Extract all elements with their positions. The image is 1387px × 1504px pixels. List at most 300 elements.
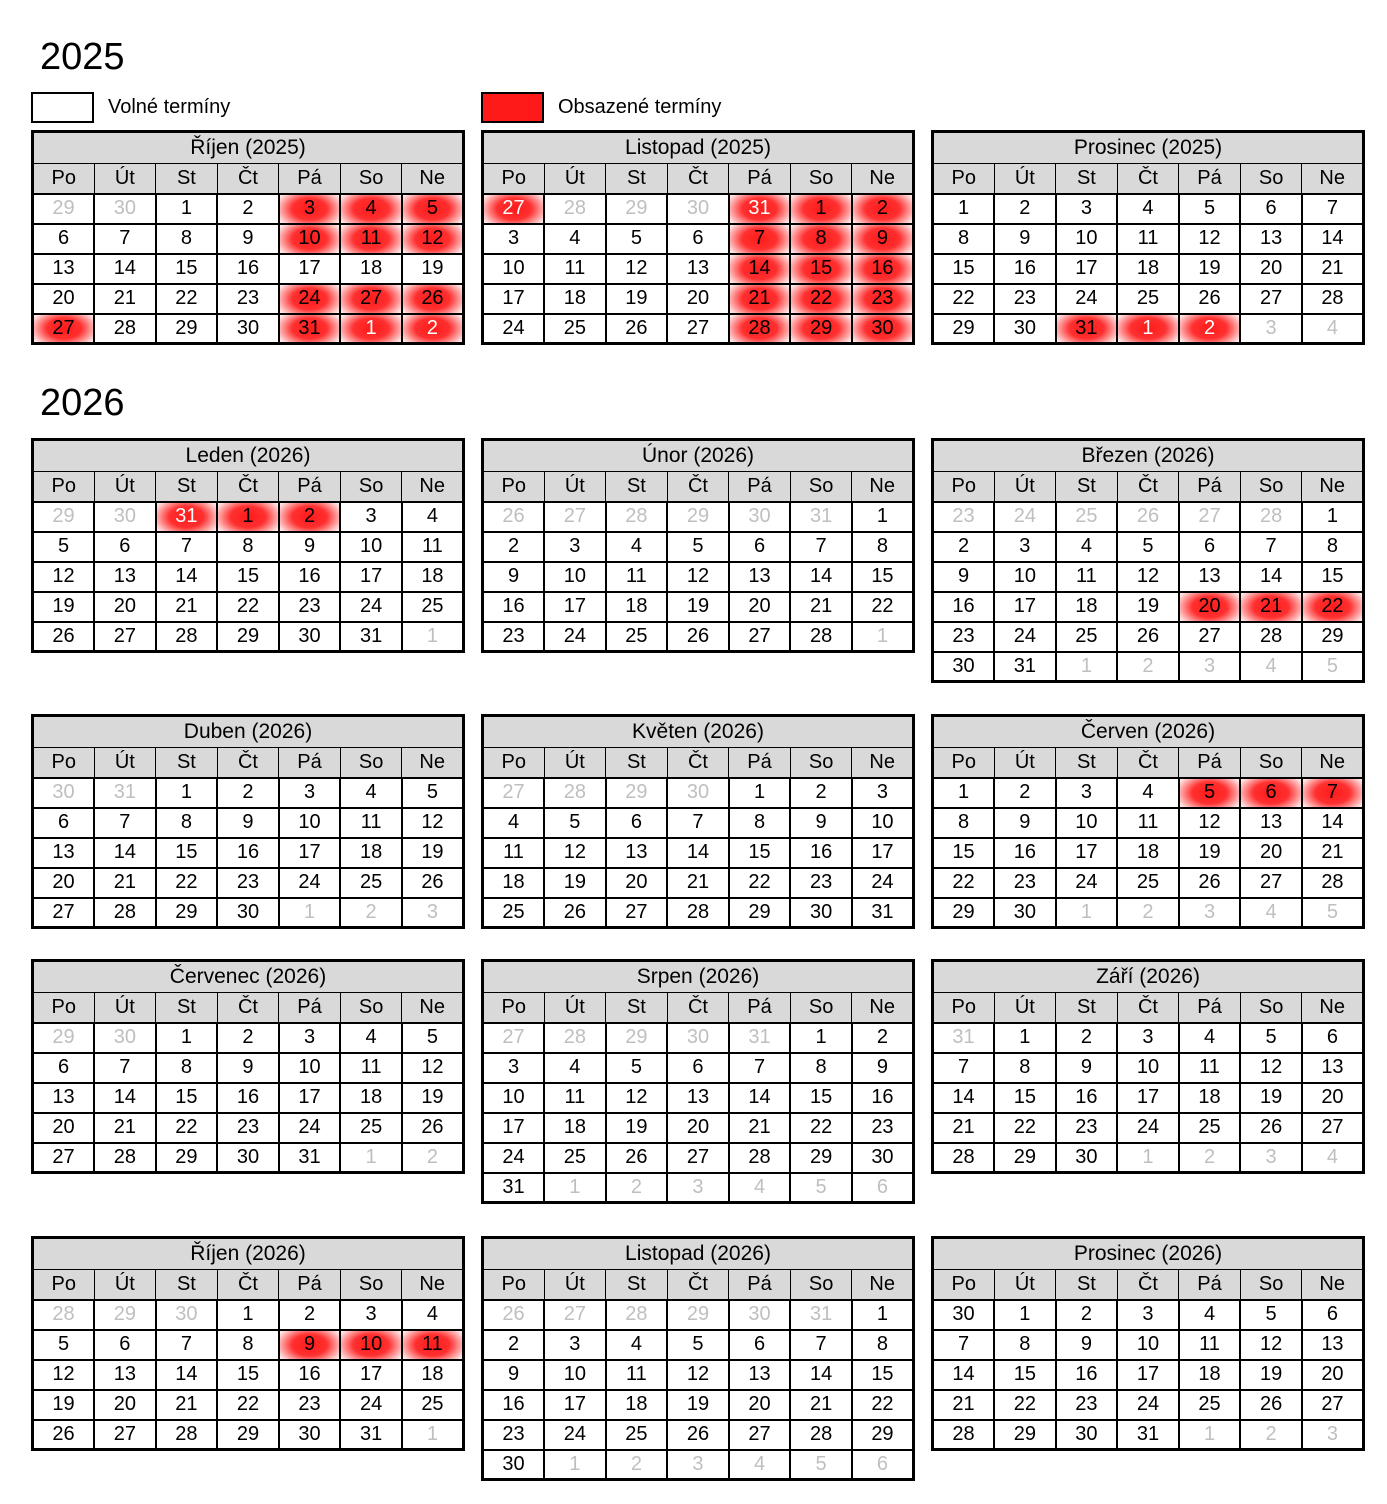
- day-cell: 30: [279, 1420, 341, 1450]
- day-cell-booked: 3: [279, 194, 341, 224]
- day-cell: 25: [483, 898, 545, 928]
- day-cell: 9: [217, 1053, 279, 1083]
- day-cell: 9: [217, 808, 279, 838]
- day-cell: 30: [994, 898, 1056, 928]
- day-cell: 5: [1117, 532, 1179, 562]
- day-cell: 30: [994, 314, 1056, 344]
- day-cell: 4: [1240, 898, 1302, 928]
- day-cell: 2: [483, 532, 545, 562]
- day-cell-booked: 31: [156, 502, 218, 532]
- day-cell: 2: [606, 1173, 668, 1203]
- day-cell: 30: [1056, 1420, 1118, 1450]
- day-cell: 24: [1117, 1113, 1179, 1143]
- day-cell: 27: [1302, 1113, 1364, 1143]
- day-cell-booked: 24: [279, 284, 341, 314]
- day-cell: 8: [852, 1330, 914, 1360]
- day-cell: 16: [217, 1083, 279, 1113]
- week-row: [33, 622, 464, 652]
- day-cell: 1: [1056, 898, 1118, 928]
- day-cell: 15: [1302, 562, 1364, 592]
- day-cell: 18: [544, 1113, 606, 1143]
- day-cell: 20: [729, 592, 791, 622]
- month-calendar: [481, 1236, 915, 1481]
- week-row: [483, 1083, 914, 1113]
- day-cell: 29: [33, 194, 95, 224]
- day-cell: 20: [94, 592, 156, 622]
- day-cell: 18: [1179, 1083, 1241, 1113]
- day-cell: 25: [402, 1390, 464, 1420]
- month-title: Březen (2026): [933, 440, 1364, 472]
- month-title: Říjen (2026): [33, 1238, 464, 1270]
- week-row: [483, 898, 914, 928]
- day-cell: 23: [217, 284, 279, 314]
- day-cell: 4: [483, 808, 545, 838]
- day-cell: 16: [483, 1390, 545, 1420]
- day-cell: 19: [667, 1390, 729, 1420]
- day-cell: 30: [94, 194, 156, 224]
- day-cell: 20: [1240, 254, 1302, 284]
- weekday-header: Čt: [667, 748, 729, 778]
- day-cell: 29: [156, 1143, 218, 1173]
- month-title: Duben (2026): [33, 716, 464, 748]
- day-cell: 12: [402, 808, 464, 838]
- month-title: Říjen (2025): [33, 132, 464, 164]
- weekday-header: Po: [33, 993, 95, 1023]
- day-cell: 1: [156, 1023, 218, 1053]
- day-cell: 19: [402, 1083, 464, 1113]
- day-cell: 8: [1302, 532, 1364, 562]
- day-cell: 30: [667, 194, 729, 224]
- day-cell: 24: [1056, 868, 1118, 898]
- day-cell: 15: [217, 562, 279, 592]
- day-cell: 3: [544, 532, 606, 562]
- weekday-header: So: [1240, 164, 1302, 194]
- day-cell: 14: [156, 562, 218, 592]
- month-calendar: [31, 959, 465, 1174]
- day-cell: 4: [1179, 1300, 1241, 1330]
- week-row: [483, 254, 914, 284]
- week-row: [33, 808, 464, 838]
- day-cell: 8: [790, 1053, 852, 1083]
- day-cell: 18: [1117, 254, 1179, 284]
- day-cell: 18: [483, 868, 545, 898]
- day-cell: 25: [1056, 502, 1118, 532]
- weekday-header: Po: [33, 1270, 95, 1300]
- day-cell: 31: [483, 1173, 545, 1203]
- week-row: [483, 1360, 914, 1390]
- day-cell: 21: [1302, 838, 1364, 868]
- weekday-header: St: [606, 472, 668, 502]
- day-cell: 9: [994, 224, 1056, 254]
- day-cell: 6: [667, 1053, 729, 1083]
- day-cell: 12: [606, 1083, 668, 1113]
- day-cell: 14: [933, 1083, 995, 1113]
- weekday-header: Pá: [279, 164, 341, 194]
- day-cell: 3: [994, 532, 1056, 562]
- day-cell: 18: [402, 1360, 464, 1390]
- day-cell: 28: [94, 1143, 156, 1173]
- day-cell-booked: 31: [729, 194, 791, 224]
- day-cell: 19: [1179, 838, 1241, 868]
- weekday-header: So: [340, 1270, 402, 1300]
- day-cell: 27: [544, 1300, 606, 1330]
- day-cell: 1: [156, 778, 218, 808]
- day-cell: 24: [1117, 1390, 1179, 1420]
- day-cell: 29: [94, 1300, 156, 1330]
- day-cell: 31: [994, 652, 1056, 682]
- day-cell: 2: [217, 778, 279, 808]
- day-cell: 27: [33, 898, 95, 928]
- day-cell: 17: [544, 592, 606, 622]
- day-cell-booked: 21: [729, 284, 791, 314]
- day-cell: 2: [1056, 1023, 1118, 1053]
- day-cell: 15: [852, 1360, 914, 1390]
- week-row: [483, 778, 914, 808]
- week-row: [933, 532, 1364, 562]
- weekday-header: Pá: [729, 748, 791, 778]
- day-cell: 1: [279, 898, 341, 928]
- day-cell: 19: [667, 592, 729, 622]
- day-cell: 8: [933, 224, 995, 254]
- day-cell: 23: [1056, 1113, 1118, 1143]
- weekday-header: Čt: [217, 1270, 279, 1300]
- day-cell: 23: [483, 622, 545, 652]
- day-cell: 16: [279, 1360, 341, 1390]
- day-cell: 3: [1302, 1420, 1364, 1450]
- weekday-header: So: [790, 748, 852, 778]
- day-cell: 13: [729, 1360, 791, 1390]
- month-title: Červenec (2026): [33, 961, 464, 993]
- day-cell-booked: 11: [402, 1330, 464, 1360]
- day-cell: 3: [279, 1023, 341, 1053]
- day-cell: 30: [667, 778, 729, 808]
- day-cell-booked: 5: [402, 194, 464, 224]
- day-cell-booked: 30: [852, 314, 914, 344]
- week-row: [933, 808, 1364, 838]
- day-cell: 28: [1240, 502, 1302, 532]
- day-cell: 23: [1056, 1390, 1118, 1420]
- day-cell: 3: [1117, 1023, 1179, 1053]
- day-cell: 26: [667, 622, 729, 652]
- day-cell-booked: 22: [790, 284, 852, 314]
- day-cell: 29: [729, 898, 791, 928]
- day-cell: 10: [544, 1360, 606, 1390]
- month-title: Leden (2026): [33, 440, 464, 472]
- day-cell: 17: [1056, 254, 1118, 284]
- day-cell: 6: [729, 532, 791, 562]
- day-cell: 13: [1179, 562, 1241, 592]
- day-cell: 29: [33, 502, 95, 532]
- month-calendar: [481, 959, 915, 1204]
- day-cell: 11: [483, 838, 545, 868]
- day-cell: 29: [606, 778, 668, 808]
- day-cell: 1: [402, 622, 464, 652]
- day-cell: 19: [1117, 592, 1179, 622]
- day-cell-booked: 27: [33, 314, 95, 344]
- day-cell: 30: [933, 1300, 995, 1330]
- week-row: [33, 562, 464, 592]
- day-cell: 31: [790, 502, 852, 532]
- day-cell: 26: [606, 314, 668, 344]
- day-cell: 25: [402, 592, 464, 622]
- day-cell: 6: [729, 1330, 791, 1360]
- day-cell: 25: [340, 1113, 402, 1143]
- day-cell: 10: [1117, 1330, 1179, 1360]
- day-cell: 26: [1117, 502, 1179, 532]
- week-row: [933, 622, 1364, 652]
- weekday-header: Po: [933, 164, 995, 194]
- day-cell-booked: 2: [402, 314, 464, 344]
- day-cell: 23: [933, 502, 995, 532]
- day-cell: 8: [994, 1330, 1056, 1360]
- day-cell: 1: [544, 1173, 606, 1203]
- day-cell: 3: [852, 778, 914, 808]
- day-cell: 13: [94, 562, 156, 592]
- day-cell: 1: [852, 502, 914, 532]
- weekday-header: Út: [544, 993, 606, 1023]
- month-calendar: [481, 438, 915, 653]
- day-cell: 4: [340, 1023, 402, 1053]
- day-cell: 27: [1179, 622, 1241, 652]
- day-cell: 2: [1117, 652, 1179, 682]
- day-cell: 1: [852, 622, 914, 652]
- day-cell-booked: 27: [483, 194, 545, 224]
- day-cell: 28: [606, 502, 668, 532]
- day-cell: 22: [217, 592, 279, 622]
- day-cell: 11: [606, 562, 668, 592]
- weekday-header: Út: [94, 748, 156, 778]
- day-cell: 6: [33, 1053, 95, 1083]
- week-row: [933, 652, 1364, 682]
- day-cell: 19: [402, 254, 464, 284]
- weekday-header: Út: [994, 1270, 1056, 1300]
- day-cell: 29: [994, 1420, 1056, 1450]
- day-cell: 29: [667, 1300, 729, 1330]
- day-cell: 28: [933, 1420, 995, 1450]
- month-title: Červen (2026): [933, 716, 1364, 748]
- day-cell: 11: [544, 1083, 606, 1113]
- day-cell: 2: [1179, 1143, 1241, 1173]
- day-cell: 3: [544, 1330, 606, 1360]
- day-cell-booked: 16: [852, 254, 914, 284]
- week-row: [33, 868, 464, 898]
- day-cell: 18: [340, 838, 402, 868]
- week-row: [483, 532, 914, 562]
- day-cell: 24: [340, 592, 402, 622]
- day-cell: 20: [33, 284, 95, 314]
- weekday-header: Čt: [217, 164, 279, 194]
- day-cell: 24: [994, 622, 1056, 652]
- day-cell: 11: [1117, 224, 1179, 254]
- month-calendar: [31, 714, 465, 929]
- day-cell: 10: [544, 562, 606, 592]
- day-cell: 29: [156, 314, 218, 344]
- month-calendar: [31, 438, 465, 653]
- weekday-header: Pá: [279, 1270, 341, 1300]
- day-cell: 11: [1179, 1053, 1241, 1083]
- day-cell: 20: [667, 1113, 729, 1143]
- day-cell: 1: [852, 1300, 914, 1330]
- day-cell-booked: 21: [1240, 592, 1302, 622]
- day-cell: 15: [156, 838, 218, 868]
- day-cell: 20: [33, 868, 95, 898]
- day-cell: 17: [544, 1390, 606, 1420]
- week-row: [483, 1053, 914, 1083]
- day-cell: 4: [1117, 194, 1179, 224]
- day-cell: 11: [544, 254, 606, 284]
- week-row: [933, 224, 1364, 254]
- day-cell: 25: [1179, 1113, 1241, 1143]
- year-heading-2025: 2025: [40, 36, 125, 78]
- day-cell: 21: [94, 1113, 156, 1143]
- month-title: Září (2026): [933, 961, 1364, 993]
- week-row: [33, 532, 464, 562]
- day-cell: 7: [667, 808, 729, 838]
- day-cell: 18: [606, 592, 668, 622]
- day-cell: 31: [1117, 1420, 1179, 1450]
- weekday-header: St: [606, 993, 668, 1023]
- week-row: [33, 1053, 464, 1083]
- day-cell: 28: [94, 898, 156, 928]
- day-cell: 4: [402, 1300, 464, 1330]
- day-cell: 28: [790, 622, 852, 652]
- day-cell: 7: [1302, 194, 1364, 224]
- day-cell: 24: [279, 1113, 341, 1143]
- week-row: [33, 778, 464, 808]
- week-row: [33, 502, 464, 532]
- day-cell: 3: [340, 1300, 402, 1330]
- weekday-header: So: [1240, 748, 1302, 778]
- day-cell: 27: [729, 1420, 791, 1450]
- week-row: [933, 314, 1364, 344]
- day-cell: 30: [156, 1300, 218, 1330]
- week-row: [483, 314, 914, 344]
- day-cell-booked: 2: [1179, 314, 1241, 344]
- day-cell: 22: [852, 592, 914, 622]
- day-cell: 29: [933, 898, 995, 928]
- weekday-header: Ne: [1302, 748, 1364, 778]
- day-cell-booked: 15: [790, 254, 852, 284]
- day-cell: 5: [402, 778, 464, 808]
- day-cell: 18: [544, 284, 606, 314]
- day-cell: 5: [606, 1053, 668, 1083]
- day-cell: 20: [729, 1390, 791, 1420]
- day-cell: 17: [279, 1083, 341, 1113]
- week-row: [483, 1023, 914, 1053]
- week-row: [483, 194, 914, 224]
- day-cell: 21: [729, 1113, 791, 1143]
- day-cell: 24: [340, 1390, 402, 1420]
- day-cell-booked: 23: [852, 284, 914, 314]
- day-cell: 13: [33, 1083, 95, 1113]
- day-cell: 15: [156, 1083, 218, 1113]
- day-cell: 7: [790, 532, 852, 562]
- day-cell: 17: [279, 838, 341, 868]
- day-cell: 13: [33, 838, 95, 868]
- day-cell: 18: [402, 562, 464, 592]
- day-cell-booked: 8: [790, 224, 852, 254]
- weekday-header: Ne: [402, 1270, 464, 1300]
- weekday-header: St: [606, 1270, 668, 1300]
- day-cell: 14: [94, 838, 156, 868]
- weekday-header: Čt: [217, 993, 279, 1023]
- day-cell-booked: 4: [340, 194, 402, 224]
- month-title: Prosinec (2025): [933, 132, 1364, 164]
- day-cell: 12: [544, 838, 606, 868]
- day-cell: 13: [1240, 808, 1302, 838]
- day-cell: 26: [33, 1420, 95, 1450]
- day-cell: 29: [156, 898, 218, 928]
- day-cell: 8: [217, 1330, 279, 1360]
- day-cell: 4: [1117, 778, 1179, 808]
- day-cell: 26: [483, 1300, 545, 1330]
- weekday-header: St: [606, 164, 668, 194]
- day-cell: 28: [790, 1420, 852, 1450]
- week-row: [33, 1420, 464, 1450]
- day-cell: 22: [217, 1390, 279, 1420]
- day-cell: 6: [852, 1450, 914, 1480]
- week-row: [483, 868, 914, 898]
- day-cell-booked: 10: [340, 1330, 402, 1360]
- day-cell: 10: [1056, 224, 1118, 254]
- day-cell: 22: [729, 868, 791, 898]
- day-cell: 26: [33, 622, 95, 652]
- month-calendar: [31, 1236, 465, 1451]
- day-cell: 26: [544, 898, 606, 928]
- week-row: [483, 1390, 914, 1420]
- week-row: [483, 808, 914, 838]
- week-row: [33, 592, 464, 622]
- day-cell: 22: [933, 868, 995, 898]
- day-cell: 22: [156, 284, 218, 314]
- day-cell: 25: [606, 622, 668, 652]
- day-cell: 1: [544, 1450, 606, 1480]
- weekday-header: Pá: [1179, 748, 1241, 778]
- day-cell: 16: [279, 562, 341, 592]
- day-cell: 17: [483, 1113, 545, 1143]
- day-cell: 29: [790, 1143, 852, 1173]
- day-cell: 20: [1240, 838, 1302, 868]
- day-cell: 6: [94, 532, 156, 562]
- weekday-header: So: [790, 993, 852, 1023]
- weekday-header: Út: [994, 472, 1056, 502]
- weekday-header: Pá: [1179, 993, 1241, 1023]
- month-calendar: [931, 714, 1365, 929]
- week-row: [933, 1390, 1364, 1420]
- day-cell: 4: [1302, 314, 1364, 344]
- day-cell: 31: [729, 1023, 791, 1053]
- day-cell: 24: [1056, 284, 1118, 314]
- day-cell: 31: [340, 1420, 402, 1450]
- day-cell: 8: [729, 808, 791, 838]
- day-cell-booked: 1: [340, 314, 402, 344]
- weekday-header: Pá: [729, 993, 791, 1023]
- day-cell: 2: [217, 194, 279, 224]
- day-cell: 24: [544, 1420, 606, 1450]
- day-cell: 5: [1240, 1300, 1302, 1330]
- month-title: Listopad (2026): [483, 1238, 914, 1270]
- day-cell-booked: 7: [729, 224, 791, 254]
- week-row: [933, 1053, 1364, 1083]
- day-cell: 1: [156, 194, 218, 224]
- weekday-header: Po: [483, 1270, 545, 1300]
- day-cell: 14: [667, 838, 729, 868]
- day-cell: 30: [94, 502, 156, 532]
- day-cell: 17: [1117, 1360, 1179, 1390]
- day-cell: 21: [94, 284, 156, 314]
- month-calendar: [931, 959, 1365, 1174]
- day-cell: 26: [402, 1113, 464, 1143]
